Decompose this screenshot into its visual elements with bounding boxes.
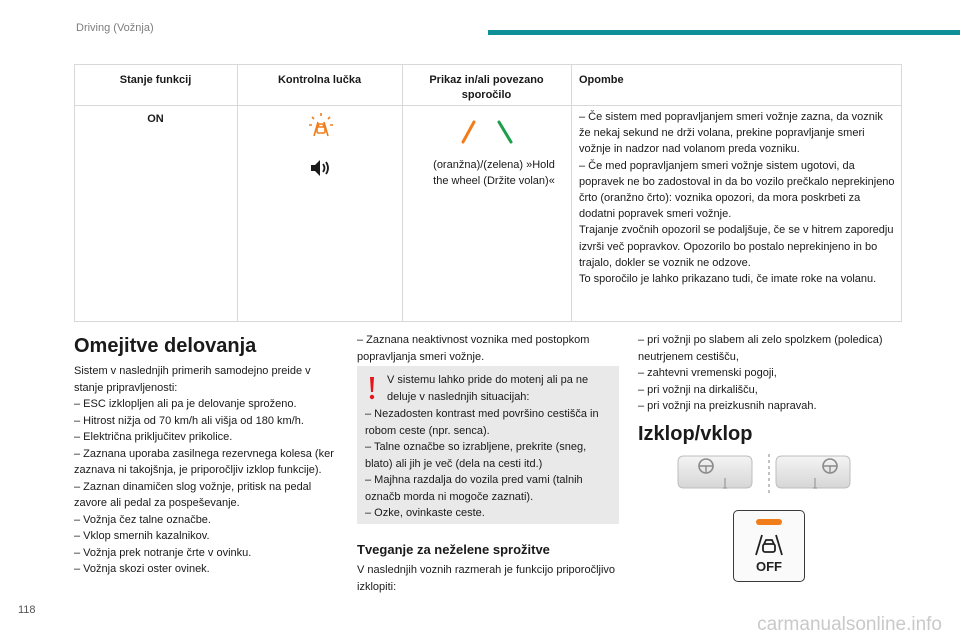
subheading-false-triggers: Tveganje za neželene sprožitve xyxy=(357,542,550,557)
warning-title: V sistemu lahko pride do motenj ali pa ne deluje v naslednjih situacijah: xyxy=(387,374,589,403)
list-item: – Hitrost nižja od 70 km/h ali višja od 180 km/h. xyxy=(74,414,304,427)
note-paragraph: – Če sistem med popravljanjem smeri vožnje zazna, da voznik že nekaj sekund ne drži volana, prekine popravljanje smeri vožnje in nadzor nad volanom preda vozniku. xyxy=(579,111,883,156)
header-notes: Opombe xyxy=(579,74,624,86)
header-state: Stanje funkcij xyxy=(119,74,192,86)
exclamation-warning-icon xyxy=(367,375,377,401)
section-title-on-off: Izklop/vklop xyxy=(638,423,753,445)
list-item: – pri vožnji na preizkusnih napravah. xyxy=(638,400,817,412)
list-item: – Vožnja prek notranje črte v ovinku. xyxy=(74,546,252,559)
conditions-list xyxy=(638,332,900,415)
list-item: – Električna priključitev prikolice. xyxy=(74,431,233,443)
list-item: – ESC izklopljen ali pa je delovanje sproženo. xyxy=(74,398,297,410)
list-item: – pri vožnji po slabem ali zelo spolzkem (poledica) neutrjenem cestišču, xyxy=(638,334,883,363)
lane-lines-display-icon xyxy=(459,117,519,145)
list-item: – Majhna razdalja do vozila pred vami (talnih označb morda ni mogoče zaznati). xyxy=(365,474,583,503)
limitations-intro: Sistem v naslednjih primerih samodejno preide v stanje pripravljenosti: xyxy=(74,365,311,394)
sub-text: V naslednjih voznih razmerah je funkcijo priporočljivo izklopiti: xyxy=(357,564,616,593)
warning-list xyxy=(365,406,615,522)
watermark: carmanualsonline.info xyxy=(757,614,942,635)
lane-keep-warning-icon xyxy=(306,110,336,140)
lane-keep-icon xyxy=(752,529,786,557)
speaker-sound-icon xyxy=(309,157,333,179)
warning-box xyxy=(357,366,619,524)
header-accent-bar xyxy=(488,30,960,35)
list-item: – pri vožnji na dirkališču, xyxy=(638,383,758,396)
section-title-limitations: Omejitve delovanja xyxy=(74,335,257,357)
list-item: – Zaznana uporaba zasilnega rezervnega kolesa (ker zaznava ni takojšnja, je priporočljiv izklop funkcije). xyxy=(74,447,334,476)
note-paragraph: Trajanje zvočnih opozoril se podaljšuje, če se v hitrem zaporedju izvrši več popravkov. Opozorilo bo postalo neprekinjeno in bo trajalo, dokler se voznik ne odzove. xyxy=(579,224,894,269)
off-label: OFF xyxy=(756,559,782,574)
list-item: – Talne označbe so izrabljene, prekrite (sneg, blato) ali jih je več (dela na cesti itd.) xyxy=(365,441,587,470)
limitations-text xyxy=(74,363,336,578)
note-paragraph: – Če med popravljanjem smeri vožnje sistem ugotovi, da popravek ne bo zadostoval in da bo vozilo prečkalo neprekinjeno črto (oranžno črto): voznika opozori, da mora poskrbeti za dodatni popravek smeri vožnje. xyxy=(579,159,895,221)
lane-assist-off-button[interactable] xyxy=(733,510,805,582)
header-display: Prikaz in/ali povezano sporočilo xyxy=(429,74,544,101)
function-state-table xyxy=(74,64,902,322)
list-item: – Vklop smernih kazalnikov. xyxy=(74,530,210,542)
orange-led-indicator xyxy=(756,519,782,525)
steering-stalk-illustration xyxy=(676,452,852,496)
list-item: – zahtevni vremenski pogoji, xyxy=(638,367,777,379)
list-item: – Vožnja čez talne označbe. xyxy=(74,513,211,526)
list-item: – Nezadosten kontrast med površino cestišča in robom ceste (npr. senca). xyxy=(365,408,599,437)
notes-cell xyxy=(579,109,897,287)
state-on: ON xyxy=(147,113,164,125)
display-message: (oranžna)/(zelena) »Hold the wheel (Držite volan)« xyxy=(433,159,555,188)
note-paragraph: To sporočilo je lahko prikazano tudi, če imate roke na volanu. xyxy=(579,273,877,286)
running-header: Driving (Vožnja) xyxy=(76,22,154,34)
header-indicator: Kontrolna lučka xyxy=(277,74,362,86)
list-item: – Zaznan dinamičen slog vožnje, pritisk na pedal zavore ali pedal za pospeševanje. xyxy=(74,480,312,509)
list-item: – Vožnja skozi oster ovinek. xyxy=(74,563,210,575)
list-item: – Zaznana neaktivnost voznika med postopkom popravljanja smeri vožnje. xyxy=(357,334,590,363)
page-number: 118 xyxy=(18,604,36,616)
list-item: – Ozke, ovinkaste ceste. xyxy=(365,507,485,519)
